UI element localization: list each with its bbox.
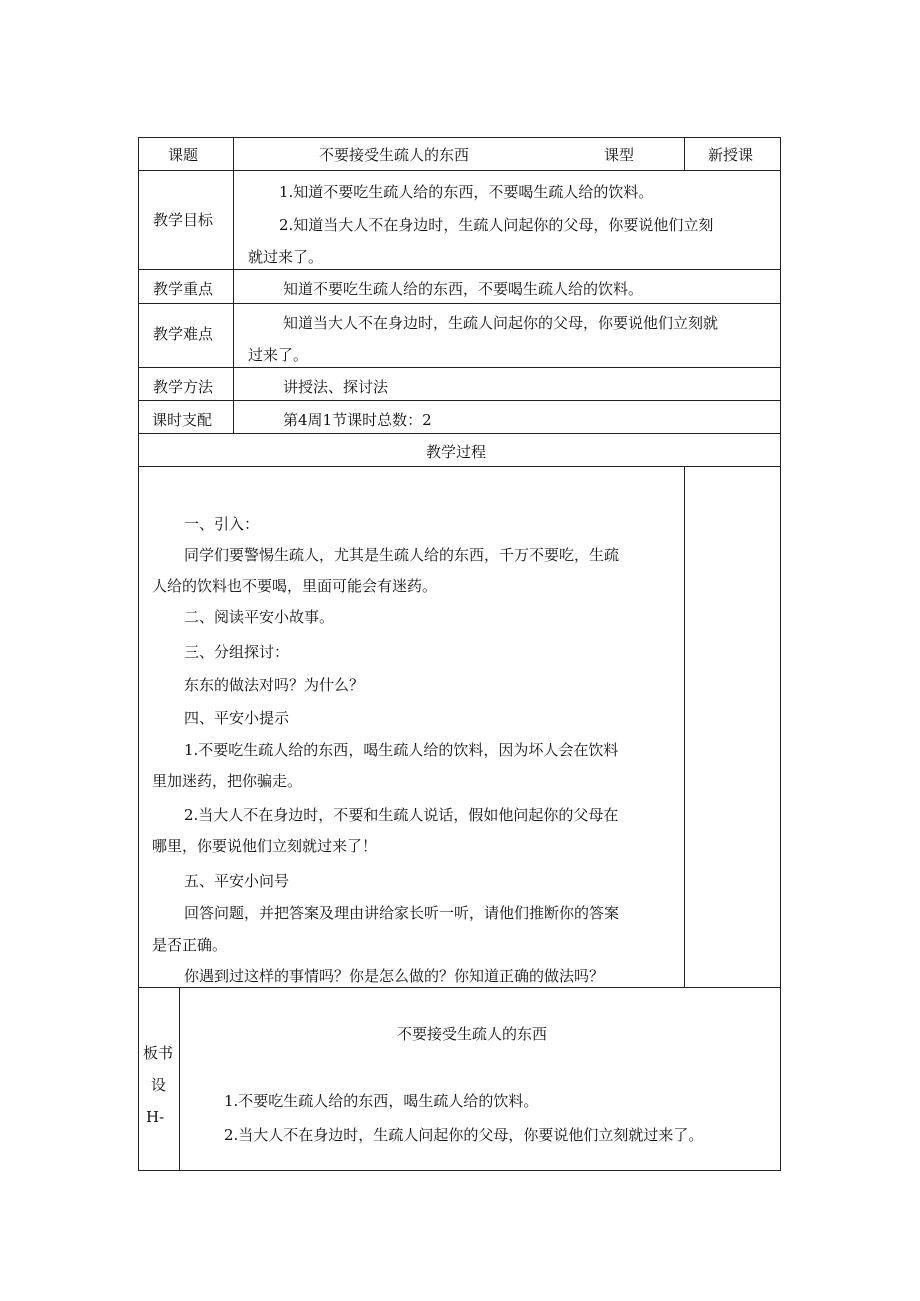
board-label: H- <box>146 1108 165 1126</box>
process-line: 三、分组探讨： <box>184 643 290 661</box>
topic-value: 不要接受生疏人的东西 <box>319 146 470 164</box>
type-label: 课型 <box>604 146 635 164</box>
methods-label: 教学方法 <box>153 378 214 396</box>
process-line: 四、平安小提示 <box>184 709 290 727</box>
table-border-bottom <box>138 1170 781 1171</box>
schedule-text: 第4周1节课时总数：2 <box>283 411 432 429</box>
process-line: 是否正确。 <box>152 936 228 954</box>
difficulties-label: 教学难点 <box>153 325 214 343</box>
objectives-label: 教学目标 <box>153 211 214 229</box>
process-line: 人给的饮料也不要喝，里面可能会有迷药。 <box>152 577 438 595</box>
row-divider <box>138 303 781 304</box>
board-title: 不要接受生疏人的东西 <box>397 1025 548 1043</box>
type-value: 新授课 <box>708 146 754 164</box>
key-points-label: 教学重点 <box>153 280 214 298</box>
board-label: 板书 <box>143 1044 174 1062</box>
process-line: 二、阅读平安小故事。 <box>184 608 335 626</box>
process-line: 里加迷药，把你骗走。 <box>152 772 303 790</box>
label-column-divider <box>233 137 234 434</box>
board-label: 设 <box>151 1076 167 1094</box>
table-border-left <box>138 137 139 1171</box>
row-divider <box>138 400 781 401</box>
key-points-text: 知道不要吃生疏人给的东西，不要喝生疏人给的饮料。 <box>283 280 644 298</box>
objective-2: 2.知道当大人不在身边时，生疏人问起你的父母，你要说他们立刻 <box>279 216 714 234</box>
process-line: 你遇到过这样的事情吗？你是怎么做的？你知道正确的做法吗？ <box>184 967 605 985</box>
row-divider <box>138 367 781 368</box>
process-notes-divider <box>684 466 685 988</box>
difficulties-line-2: 过来了。 <box>248 346 309 364</box>
process-line: 回答问题，并把答案及理由讲给家长听一听，请他们推断你的答案 <box>184 904 620 922</box>
row-divider <box>138 269 781 270</box>
board-label-divider <box>179 987 180 1171</box>
type-column-divider <box>684 137 685 171</box>
board-item-2: 2.当大人不在身边时，生疏人问起你的父母，你要说他们立刻就过来了。 <box>224 1126 704 1144</box>
methods-text: 讲授法、探讨法 <box>283 378 389 396</box>
topic-label: 课题 <box>168 146 199 164</box>
process-line: 东东的做法对吗？为什么？ <box>184 676 365 694</box>
board-item-1: 1.不要吃生疏人给的东西，喝生疏人给的饮料。 <box>224 1092 539 1110</box>
schedule-label: 课时支配 <box>152 411 213 429</box>
difficulties-line-1: 知道当大人不在身边时，生疏人问起你的父母，你要说他们立刻就 <box>283 314 719 332</box>
process-title: 教学过程 <box>426 443 487 461</box>
process-line: 五、平安小问号 <box>184 872 290 890</box>
objective-2-cont: 就过来了。 <box>248 248 324 266</box>
process-line: 2.当大人不在身边时，不要和生疏人说话，假如他问起你的父母在 <box>184 806 619 824</box>
process-line: 哪里，你要说他们立刻就过来了！ <box>152 837 378 855</box>
process-line: 一、引入： <box>184 515 260 533</box>
row-divider <box>138 433 781 434</box>
table-border-right <box>780 137 781 1171</box>
objective-1: 1.知道不要吃生疏人给的东西，不要喝生疏人给的饮料。 <box>279 183 654 201</box>
process-line: 1.不要吃生疏人给的东西，喝生疏人给的饮料，因为坏人会在饮料 <box>184 741 619 759</box>
process-line: 同学们要警惕生疏人，尤其是生疏人给的东西，千万不要吃，生疏 <box>184 546 620 564</box>
